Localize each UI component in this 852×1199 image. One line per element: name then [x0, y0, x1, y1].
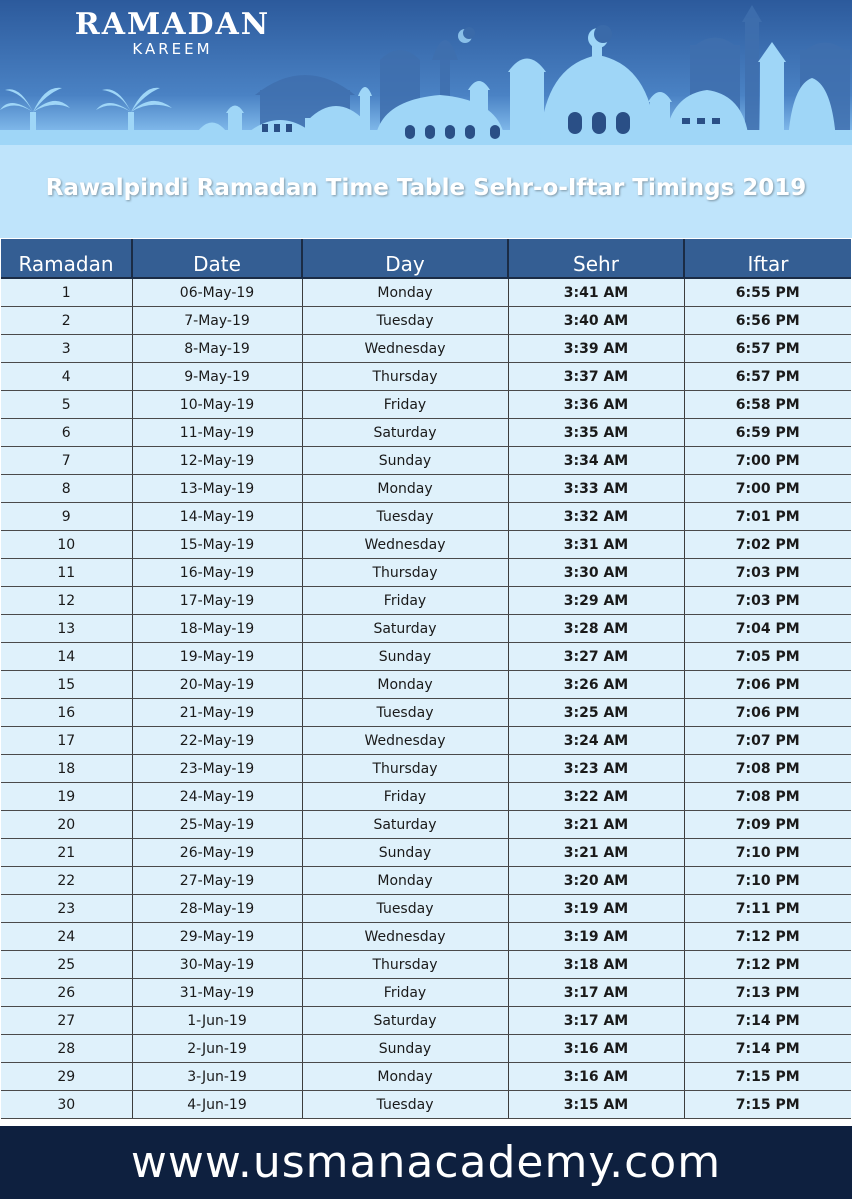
- sehr-time-cell: 3:24 AM: [508, 727, 684, 755]
- date-cell: 3-Jun-19: [132, 1063, 302, 1091]
- weekday-cell: Tuesday: [302, 307, 508, 335]
- ramadan-day-cell: 15: [1, 671, 132, 699]
- sehr-time-cell: 3:15 AM: [508, 1091, 684, 1119]
- table-row: [1, 1035, 851, 1063]
- sehr-time-cell: 3:37 AM: [508, 363, 684, 391]
- ramadan-day-cell: 16: [1, 699, 132, 727]
- ramadan-day-cell: 7: [1, 447, 132, 475]
- table-body: [1, 278, 851, 1119]
- date-cell: 19-May-19: [132, 643, 302, 671]
- ramadan-day-cell: 11: [1, 559, 132, 587]
- iftar-time-cell: 7:15 PM: [684, 1091, 851, 1119]
- weekday-cell: Monday: [302, 278, 508, 307]
- col-header-sehr: Sehr: [508, 239, 684, 278]
- iftar-time-cell: 7:11 PM: [684, 895, 851, 923]
- sehr-time-cell: 3:21 AM: [508, 839, 684, 867]
- table-row: [1, 1007, 851, 1035]
- weekday-cell: Tuesday: [302, 895, 508, 923]
- iftar-time-cell: 7:08 PM: [684, 755, 851, 783]
- date-cell: 9-May-19: [132, 363, 302, 391]
- date-cell: 8-May-19: [132, 335, 302, 363]
- iftar-time-cell: 7:14 PM: [684, 1035, 851, 1063]
- weekday-cell: Wednesday: [302, 923, 508, 951]
- weekday-cell: Wednesday: [302, 335, 508, 363]
- date-cell: 23-May-19: [132, 755, 302, 783]
- weekday-cell: Saturday: [302, 419, 508, 447]
- date-cell: 17-May-19: [132, 587, 302, 615]
- iftar-time-cell: 7:03 PM: [684, 587, 851, 615]
- table-row: [1, 587, 851, 615]
- iftar-time-cell: 7:12 PM: [684, 951, 851, 979]
- weekday-cell: Saturday: [302, 811, 508, 839]
- ramadan-day-cell: 3: [1, 335, 132, 363]
- weekday-cell: Sunday: [302, 839, 508, 867]
- col-header-date: Date: [132, 239, 302, 278]
- date-cell: 22-May-19: [132, 727, 302, 755]
- iftar-time-cell: 7:01 PM: [684, 503, 851, 531]
- iftar-time-cell: 7:04 PM: [684, 615, 851, 643]
- date-cell: 14-May-19: [132, 503, 302, 531]
- date-cell: 16-May-19: [132, 559, 302, 587]
- sehr-time-cell: 3:18 AM: [508, 951, 684, 979]
- sehr-time-cell: 3:36 AM: [508, 391, 684, 419]
- sehr-time-cell: 3:20 AM: [508, 867, 684, 895]
- sehr-time-cell: 3:29 AM: [508, 587, 684, 615]
- iftar-time-cell: 7:05 PM: [684, 643, 851, 671]
- sehr-time-cell: 3:16 AM: [508, 1035, 684, 1063]
- weekday-cell: Tuesday: [302, 699, 508, 727]
- col-header-iftar: Iftar: [684, 239, 851, 278]
- ramadan-day-cell: 29: [1, 1063, 132, 1091]
- sehr-time-cell: 3:21 AM: [508, 811, 684, 839]
- date-cell: 11-May-19: [132, 419, 302, 447]
- weekday-cell: Monday: [302, 1063, 508, 1091]
- table-row: [1, 447, 851, 475]
- sehr-time-cell: 3:28 AM: [508, 615, 684, 643]
- table-row: [1, 475, 851, 503]
- weekday-cell: Friday: [302, 783, 508, 811]
- weekday-cell: Friday: [302, 391, 508, 419]
- col-header-day: Day: [302, 239, 508, 278]
- ramadan-day-cell: 4: [1, 363, 132, 391]
- date-cell: 24-May-19: [132, 783, 302, 811]
- weekday-cell: Sunday: [302, 643, 508, 671]
- ramadan-day-cell: 30: [1, 1091, 132, 1119]
- iftar-time-cell: 6:58 PM: [684, 391, 851, 419]
- table-row: [1, 755, 851, 783]
- sehr-time-cell: 3:32 AM: [508, 503, 684, 531]
- weekday-cell: Thursday: [302, 363, 508, 391]
- ramadan-day-cell: 6: [1, 419, 132, 447]
- iftar-time-cell: 6:56 PM: [684, 307, 851, 335]
- table-row: [1, 278, 851, 307]
- iftar-time-cell: 7:02 PM: [684, 531, 851, 559]
- sehr-time-cell: 3:23 AM: [508, 755, 684, 783]
- table-row: [1, 307, 851, 335]
- date-cell: 29-May-19: [132, 923, 302, 951]
- table-row: [1, 1063, 851, 1091]
- ramadan-day-cell: 17: [1, 727, 132, 755]
- ramadan-day-cell: 20: [1, 811, 132, 839]
- weekday-cell: Thursday: [302, 951, 508, 979]
- table-header-row: [1, 239, 851, 278]
- weekday-cell: Wednesday: [302, 727, 508, 755]
- weekday-cell: Saturday: [302, 1007, 508, 1035]
- page-title: Rawalpindi Ramadan Time Table Sehr-o-Iftar Timings 2019: [45, 175, 807, 201]
- sehr-time-cell: 3:33 AM: [508, 475, 684, 503]
- ramadan-day-cell: 25: [1, 951, 132, 979]
- iftar-time-cell: 7:00 PM: [684, 447, 851, 475]
- date-cell: 28-May-19: [132, 895, 302, 923]
- weekday-cell: Monday: [302, 475, 508, 503]
- iftar-time-cell: 7:15 PM: [684, 1063, 851, 1091]
- ramadan-day-cell: 10: [1, 531, 132, 559]
- brand-logo: [40, 8, 305, 56]
- table-row: [1, 811, 851, 839]
- sehr-time-cell: 3:17 AM: [508, 979, 684, 1007]
- sehr-time-cell: 3:34 AM: [508, 447, 684, 475]
- iftar-time-cell: 7:00 PM: [684, 475, 851, 503]
- weekday-cell: Friday: [302, 587, 508, 615]
- sehr-time-cell: 3:17 AM: [508, 1007, 684, 1035]
- table-row: [1, 419, 851, 447]
- iftar-time-cell: 6:57 PM: [684, 363, 851, 391]
- date-cell: 1-Jun-19: [132, 1007, 302, 1035]
- table-row: [1, 671, 851, 699]
- date-cell: 7-May-19: [132, 307, 302, 335]
- date-cell: 18-May-19: [132, 615, 302, 643]
- sehr-time-cell: 3:41 AM: [508, 278, 684, 307]
- table-row: [1, 363, 851, 391]
- sehr-time-cell: 3:27 AM: [508, 643, 684, 671]
- date-cell: 2-Jun-19: [132, 1035, 302, 1063]
- sehr-time-cell: 3:22 AM: [508, 783, 684, 811]
- table-row: [1, 643, 851, 671]
- weekday-cell: Thursday: [302, 559, 508, 587]
- date-cell: 31-May-19: [132, 979, 302, 1007]
- iftar-time-cell: 6:55 PM: [684, 278, 851, 307]
- weekday-cell: Saturday: [302, 615, 508, 643]
- ramadan-day-cell: 9: [1, 503, 132, 531]
- table-row: [1, 839, 851, 867]
- ramadan-day-cell: 18: [1, 755, 132, 783]
- ramadan-day-cell: 5: [1, 391, 132, 419]
- weekday-cell: Friday: [302, 979, 508, 1007]
- brand-main-text: RAMADAN: [74, 7, 271, 42]
- table-row: [1, 783, 851, 811]
- iftar-time-cell: 6:59 PM: [684, 419, 851, 447]
- date-cell: 06-May-19: [132, 278, 302, 307]
- sehr-time-cell: 3:25 AM: [508, 699, 684, 727]
- ramadan-day-cell: 8: [1, 475, 132, 503]
- sehr-time-cell: 3:16 AM: [508, 1063, 684, 1091]
- sehr-time-cell: 3:39 AM: [508, 335, 684, 363]
- table-row: [1, 615, 851, 643]
- table-row: [1, 867, 851, 895]
- sehr-time-cell: 3:19 AM: [508, 923, 684, 951]
- date-cell: 30-May-19: [132, 951, 302, 979]
- ramadan-day-cell: 21: [1, 839, 132, 867]
- website-footer: www.usmanacademy.com: [0, 1126, 852, 1199]
- table-row: [1, 951, 851, 979]
- table-row: [1, 391, 851, 419]
- ramadan-day-cell: 26: [1, 979, 132, 1007]
- sehr-time-cell: 3:31 AM: [508, 531, 684, 559]
- table-row: [1, 979, 851, 1007]
- weekday-cell: Sunday: [302, 1035, 508, 1063]
- table-row: [1, 335, 851, 363]
- table-row: [1, 559, 851, 587]
- ramadan-day-cell: 28: [1, 1035, 132, 1063]
- iftar-time-cell: 7:08 PM: [684, 783, 851, 811]
- table-row: [1, 531, 851, 559]
- brand-sub-text: KAREEM: [132, 40, 213, 58]
- ramadan-day-cell: 23: [1, 895, 132, 923]
- ramadan-day-cell: 13: [1, 615, 132, 643]
- ramadan-day-cell: 12: [1, 587, 132, 615]
- date-cell: 10-May-19: [132, 391, 302, 419]
- sehr-time-cell: 3:26 AM: [508, 671, 684, 699]
- table-row: [1, 727, 851, 755]
- date-cell: 21-May-19: [132, 699, 302, 727]
- ramadan-day-cell: 27: [1, 1007, 132, 1035]
- sehr-time-cell: 3:19 AM: [508, 895, 684, 923]
- iftar-time-cell: 7:12 PM: [684, 923, 851, 951]
- iftar-time-cell: 7:13 PM: [684, 979, 851, 1007]
- date-cell: 15-May-19: [132, 531, 302, 559]
- ramadan-day-cell: 24: [1, 923, 132, 951]
- iftar-time-cell: 7:10 PM: [684, 867, 851, 895]
- date-cell: 12-May-19: [132, 447, 302, 475]
- date-cell: 27-May-19: [132, 867, 302, 895]
- weekday-cell: Thursday: [302, 755, 508, 783]
- weekday-cell: Tuesday: [302, 503, 508, 531]
- iftar-time-cell: 7:07 PM: [684, 727, 851, 755]
- table-row: [1, 503, 851, 531]
- iftar-time-cell: 7:10 PM: [684, 839, 851, 867]
- weekday-cell: Monday: [302, 671, 508, 699]
- table-row: [1, 699, 851, 727]
- sehr-time-cell: 3:40 AM: [508, 307, 684, 335]
- date-cell: 25-May-19: [132, 811, 302, 839]
- weekday-cell: Tuesday: [302, 1091, 508, 1119]
- date-cell: 20-May-19: [132, 671, 302, 699]
- ramadan-day-cell: 2: [1, 307, 132, 335]
- table-row: [1, 923, 851, 951]
- iftar-time-cell: 7:06 PM: [684, 671, 851, 699]
- date-cell: 4-Jun-19: [132, 1091, 302, 1119]
- table-row: [1, 895, 851, 923]
- sehr-time-cell: 3:30 AM: [508, 559, 684, 587]
- weekday-cell: Sunday: [302, 447, 508, 475]
- iftar-time-cell: 6:57 PM: [684, 335, 851, 363]
- ramadan-day-cell: 1: [1, 278, 132, 307]
- iftar-time-cell: 7:09 PM: [684, 811, 851, 839]
- date-cell: 13-May-19: [132, 475, 302, 503]
- iftar-time-cell: 7:14 PM: [684, 1007, 851, 1035]
- weekday-cell: Monday: [302, 867, 508, 895]
- col-header-ramadan: Ramadan: [1, 239, 132, 278]
- iftar-time-cell: 7:03 PM: [684, 559, 851, 587]
- weekday-cell: Wednesday: [302, 531, 508, 559]
- iftar-time-cell: 7:06 PM: [684, 699, 851, 727]
- crescent-moon-icon: [458, 25, 612, 48]
- ramadan-day-cell: 22: [1, 867, 132, 895]
- ramadan-day-cell: 19: [1, 783, 132, 811]
- sehr-time-cell: 3:35 AM: [508, 419, 684, 447]
- ramadan-day-cell: 14: [1, 643, 132, 671]
- timetable: [1, 239, 851, 1119]
- table-row: [1, 1091, 851, 1119]
- date-cell: 26-May-19: [132, 839, 302, 867]
- header-banner: [0, 0, 852, 238]
